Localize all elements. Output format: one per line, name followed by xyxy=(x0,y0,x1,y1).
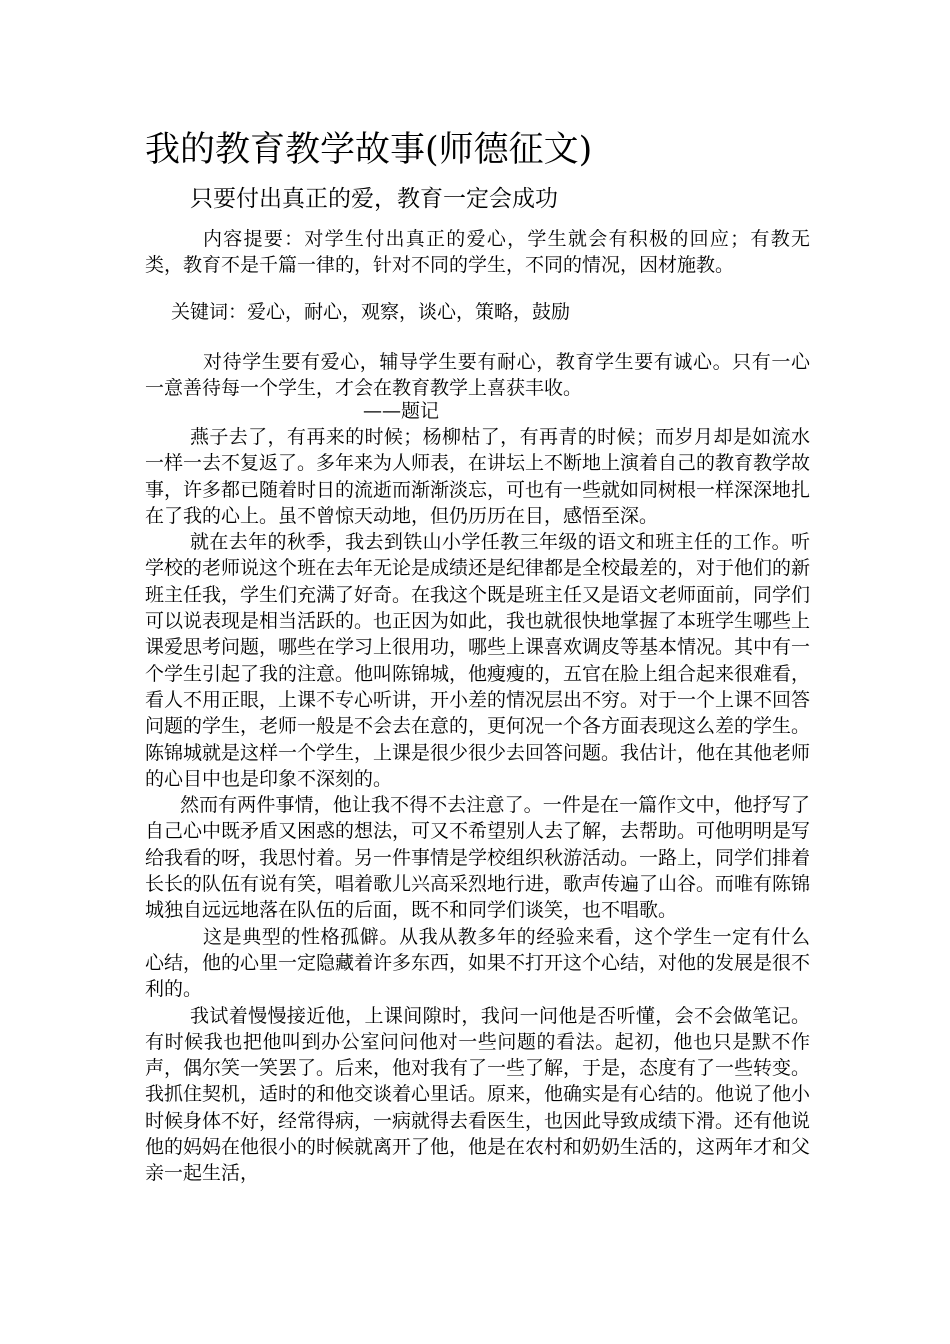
document-subtitle: 只要付出真正的爱，教育一定会成功 xyxy=(190,186,558,212)
preface-paragraph: 对待学生要有爱心，辅导学生要有耐心，教育学生要有诚心。只有一心一意善待每一个学生，才会在教育教学上喜获丰收。 xyxy=(145,351,810,400)
story-paragraph: 就在去年的秋季，我去到铁山小学任教三年级的语文和班主任的工作。听学校的老师说这个班在去年无论是成绩还是纪律都是全校最差的，对于他们的新班主任我，学生们充满了好奇。在我这个既是班主任又是语文老师面前，同学们可以说表现是相当活跃的。也正因为如此，我也就很快地掌握了本班学生哪些上课爱思考问题，哪些在学习上很用功，哪些上课喜欢调皮等基本情况。其中有一个学生引起了我的注意。他叫陈锦城，他瘦瘦的，五官在脸上组合起来很难看，看人不用正眼，上课不专心听讲，开小差的情况层出不穷。对于一个上课不回答问题的学生，老师一般是不会去在意的，更何况一个各方面表现这么差的学生。陈锦城就是这样一个学生，上课是很少很少去回答问题。我估计，他在其他老师的心目中也是印象不深刻的。 xyxy=(145,531,811,790)
abstract-paragraph: 内容提要：对学生付出真正的爱心，学生就会有积极的回应；有教无类，教育不是千篇一律的，针对不同的学生，不同的情况，因材施教。 xyxy=(145,228,810,277)
document-title: 我的教育教学故事(师德征文) xyxy=(145,130,593,170)
story-paragraph: 燕子去了，有再来的时候；杨柳枯了，有再青的时候；而岁月却是如流水一样一去不复返了。多年来为人师表，在讲坛上不断地上演着自己的教育教学故事，许多都已随着时日的流逝而渐渐淡忘，可也有一些就如同树根一样深深地扎在了我的心上。虽不曾惊天动地，但仍历历在目，感悟至深。 xyxy=(145,426,811,527)
story-paragraph: 我试着慢慢接近他，上课间隙时，我问一问他是否听懂，会不会做笔记。有时候我也把他叫到办公室问问他对一些问题的看法。起初，他也只是默不作声，偶尔笑一笑罢了。后来，他对我有了一些了解，于是，态度有了一些转变。我抓住契机，适时的和他交谈着心里话。原来，他确实是有心结的。他说了他小时候身体不好，经常得病，一病就得去看医生，也因此导致成绩下滑。还有他说他的妈妈在他很小的时候就离开了他，他是在农村和奶奶生活的，这两年才和父亲一起生活， xyxy=(145,1004,811,1185)
story-body xyxy=(145,424,810,1187)
keywords-line: 关键词：爱心，耐心，观察，谈心，策略，鼓励 xyxy=(171,301,571,323)
story-paragraph: 然而有两件事情，他让我不得不去注意了。一件是在一篇作文中，他抒写了自己心中既矛盾又困惑的想法，可又不希望别人去了解，去帮助。可他明明是写给我看的呀，我思忖着。另一件事情是学校组织秋游活动。一路上，同学们排着长长的队伍有说有笑，唱着歌儿兴高采烈地行进，歌声传遍了山谷。而唯有陈锦城独自远远地落在队伍的后面，既不和同学们谈笑，也不唱歌。 xyxy=(145,794,811,922)
preface-attribution: ——题记 xyxy=(363,400,440,422)
story-paragraph: 这是典型的性格孤僻。从我从教多年的经验来看，这个学生一定有什么心结，他的心里一定隐藏着许多东西，如果不打开这个心结，对他的发展是很不利的。 xyxy=(145,925,811,1001)
